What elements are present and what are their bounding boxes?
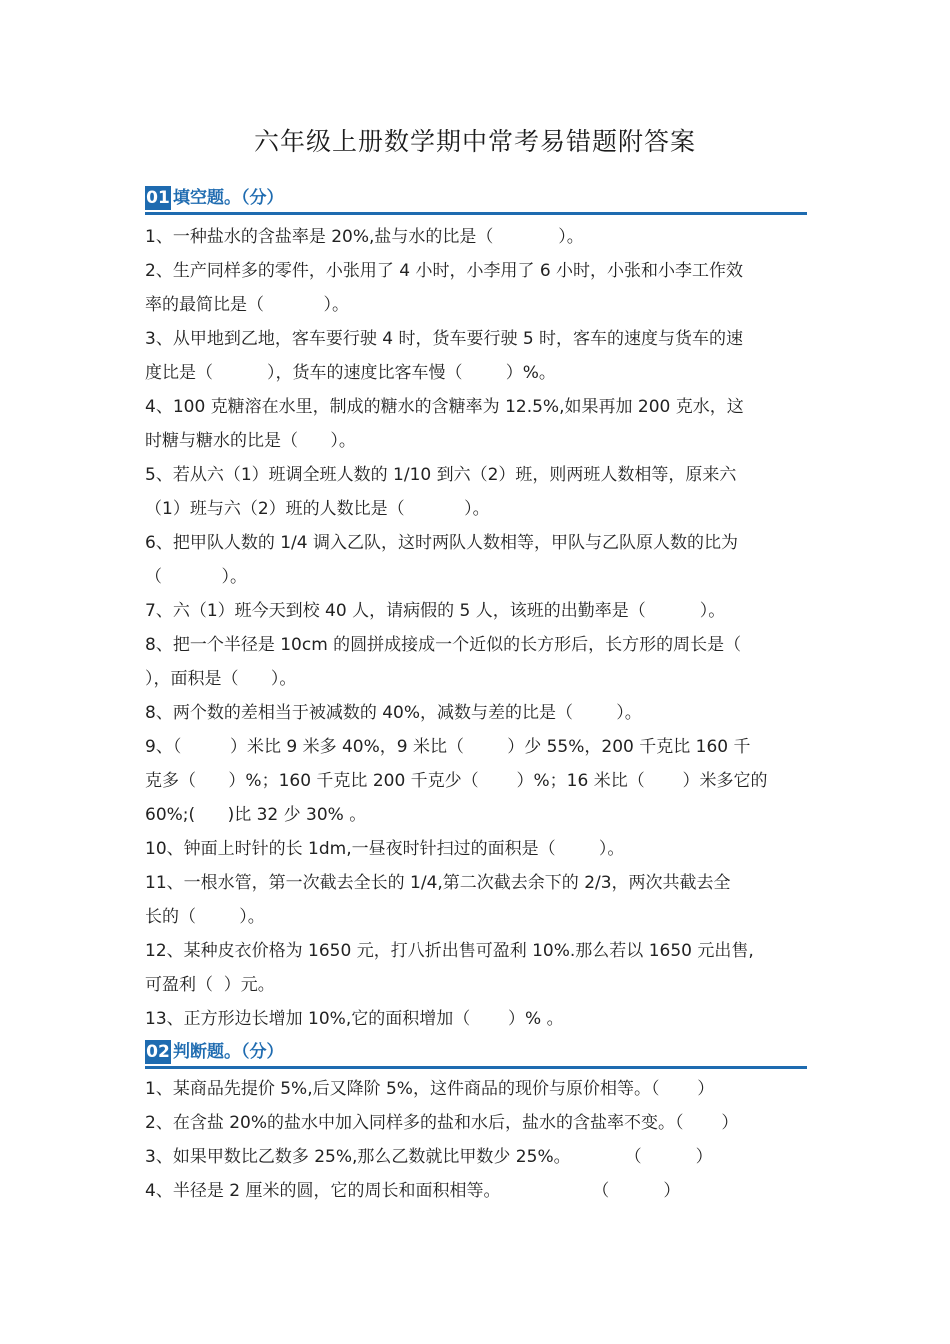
section-number-badge: 02 bbox=[146, 1042, 170, 1062]
question-line: 克多（ ）%；160 千克比 200 千克少（ ）%；16 米比（ ）米多它的 bbox=[145, 771, 768, 791]
question-line: 13、正方形边长增加 10%,它的面积增加（ ）% 。 bbox=[145, 1009, 564, 1029]
question-line: 12、某种皮衣价格为 1650 元，打八折出售可盈利 10%.那么若以 1650 元出售, bbox=[145, 941, 754, 961]
question-line: ），面积是（ ）。 bbox=[145, 669, 297, 689]
section-number-badge: 01 bbox=[146, 188, 170, 208]
question-line: 率的最简比是（ ）。 bbox=[145, 295, 349, 315]
question-line: 11、一根水管，第一次截去全长的 1/4,第二次截去余下的 2/3，两次共截去全 bbox=[145, 873, 731, 893]
question-line: 2、生产同样多的零件，小张用了 4 小时，小李用了 6 小时，小张和小李工作效 bbox=[145, 261, 744, 281]
question-line: 4、100 克糖溶在水里，制成的糖水的含糖率为 12.5%,如果再加 200 克水，这 bbox=[145, 397, 744, 417]
page-title: 六年级上册数学期中常考易错题附答案 bbox=[253, 127, 696, 156]
question-line: 度比是（ ），货车的速度比客车慢（ ）%。 bbox=[145, 363, 556, 383]
section-header-fill bbox=[145, 186, 807, 215]
question-line: 8、把一个半径是 10cm 的圆拼成接成一个近似的长方形后，长方形的周长是（ bbox=[145, 635, 742, 655]
question-line: 长的（ ）。 bbox=[145, 907, 265, 927]
section-header-judge bbox=[145, 1040, 807, 1069]
question-line: 8、两个数的差相当于被减数的 40%，减数与差的比是（ ）。 bbox=[145, 703, 642, 723]
question-line: 7、六（1）班今天到校 40 人，请病假的 5 人，该班的出勤率是（ ）。 bbox=[145, 601, 726, 621]
question-line: 5、若从六（1）班调全班人数的 1/10 到六（2）班，则两班人数相等，原来六 bbox=[145, 465, 737, 485]
question-line: 60%;( )比 32 少 30% 。 bbox=[145, 805, 367, 825]
question-line: 9、（ ）米比 9 米多 40%，9 米比（ ）少 55%，200 千克比 160 千 bbox=[145, 737, 751, 757]
question-line: 1、某商品先提价 5%,后又降阶 5%，这件商品的现价与原价相等。（ ） bbox=[145, 1079, 715, 1099]
question-line: 10、钟面上时针的长 1dm,一昼夜时针扫过的面积是（ ）。 bbox=[145, 839, 625, 859]
question-line: 4、半径是 2 厘米的圆，它的周长和面积相等。 （ ） bbox=[145, 1181, 681, 1201]
question-line: 6、把甲队人数的 1/4 调入乙队，这时两队人数相等，甲队与乙队原人数的比为 bbox=[145, 533, 738, 553]
question-line: （1）班与六（2）班的人数比是（ ）。 bbox=[145, 499, 490, 519]
question-line: 3、从甲地到乙地，客车要行驶 4 时，货车要行驶 5 时，客车的速度与货车的速 bbox=[145, 329, 744, 349]
question-line: 3、如果甲数比乙数多 25%,那么乙数就比甲数少 25%。 （ ） bbox=[145, 1147, 713, 1167]
question-line: （ ）。 bbox=[145, 567, 247, 587]
question-line: 时糖与糖水的比是（ ）。 bbox=[145, 431, 356, 451]
section-title: 判断题。（分） bbox=[173, 1042, 284, 1062]
question-line: 1、一种盐水的含盐率是 20%,盐与水的比是（ ）。 bbox=[145, 227, 584, 247]
question-line: 2、在含盐 20%的盐水中加入同样多的盐和水后，盐水的含盐率不变。（ ） bbox=[145, 1113, 739, 1133]
question-line: 可盈利（ ）元。 bbox=[145, 975, 275, 995]
section-title: 填空题。（分） bbox=[173, 188, 284, 208]
